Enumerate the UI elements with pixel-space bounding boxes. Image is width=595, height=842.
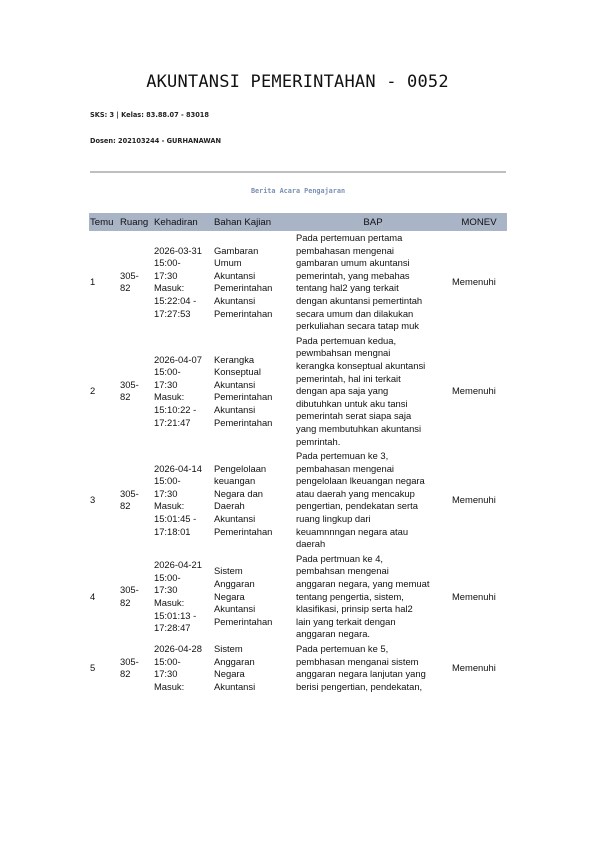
table-row <box>89 552 507 642</box>
cell-bap-line: atau daerah yang mencakup <box>296 487 415 499</box>
cell-bahan-kajian-line: Daerah <box>214 500 245 512</box>
cell-temu: 2 <box>90 385 96 397</box>
cell-bap-line: keuamnnngan negara atau <box>296 525 409 537</box>
cell-bap-line: anggaran negara, yang memuat <box>296 578 430 590</box>
cell-kehadiran <box>153 449 213 552</box>
cell-bap-line: dibutuhkan untuk aku tansi <box>296 397 408 409</box>
cell-kehadiran <box>153 334 213 449</box>
cell-bahan-kajian-line: Akuntansi <box>214 294 256 306</box>
cell-ruang-line: 82 <box>120 596 131 608</box>
cell-bap-line: Pada pertmuan ke 4, <box>296 552 384 564</box>
cell-bahan-kajian-line: Akuntansi <box>214 513 256 525</box>
cell-ruang-line: 305- <box>120 584 139 596</box>
cell-kehadiran-line: 15:00- <box>154 571 181 583</box>
cell-bahan-kajian-line: Akuntansi <box>214 603 256 615</box>
cell-kehadiran-line: Masuk: <box>154 596 185 608</box>
cell-ruang-line: 305- <box>120 655 139 667</box>
cell-kehadiran-line: 17:30 <box>154 269 178 281</box>
cell-bahan-kajian-line: keuangan <box>214 475 256 487</box>
cell-kehadiran-line: 2026-04-14 <box>154 462 202 474</box>
cell-bahan-kajian-line: Pemerintahan <box>214 416 273 428</box>
cell-bahan-kajian-line: Pemerintahan <box>214 282 273 294</box>
cell-bap-line: dengan apa saja yang <box>296 385 389 397</box>
cell-kehadiran-line: 17:30 <box>154 584 178 596</box>
cell-bap-line: pembahsan mengenai <box>296 565 389 577</box>
cell-bap-line: pemerintah, yang mebahas <box>296 269 410 281</box>
cell-bap-line: pembahasan mengenai <box>296 244 394 256</box>
cell-kehadiran-line: 15:01:13 - <box>154 609 197 621</box>
cell-bahan-kajian-line: Pemerintahan <box>214 391 273 403</box>
cell-bahan-kajian-line: Umum <box>214 257 242 269</box>
cell-bap <box>295 231 451 334</box>
cell-bap-line: Pada pertemuan ke 3, <box>296 450 389 462</box>
table-row <box>89 334 507 449</box>
cell-bahan-kajian-line: Pengelolaan <box>214 462 267 474</box>
cell-ruang-line: 82 <box>120 391 131 403</box>
cell-bahan-kajian <box>213 642 295 694</box>
cell-bap-line: berisi pengertian, pendekatan, <box>296 680 423 692</box>
header-bap: BAP <box>295 213 451 231</box>
header-bahan-kajian: Bahan Kajian <box>213 213 295 231</box>
cell-kehadiran-line: Masuk: <box>154 680 185 692</box>
cell-bap <box>295 334 451 449</box>
cell-kehadiran-line: 2026-04-28 <box>154 643 202 654</box>
table-header-row <box>89 213 507 231</box>
cell-bap-line: tentang hal2 yang terkait <box>296 282 399 294</box>
page-title: AKUNTANSI PEMERINTAHAN - 0052 <box>146 72 449 92</box>
cell-kehadiran-line: 15:00- <box>154 655 181 667</box>
cell-kehadiran-line: 2026-03-31 <box>154 244 202 256</box>
cell-bap-line: pembahasan mengenai <box>296 462 394 474</box>
cell-bahan-kajian-line: Akuntansi <box>214 404 256 416</box>
cell-bap-line: tentang pengertia, sistem, <box>296 590 404 602</box>
cell-bahan-kajian-line: Kerangka <box>214 353 255 365</box>
table-row <box>89 449 507 552</box>
cell-bahan-kajian-line: Akuntansi <box>214 269 256 281</box>
cell-bap-line: pembhasan menganai sistem <box>296 655 419 667</box>
cell-kehadiran-line: 17:28:47 <box>154 622 191 634</box>
cell-bap-line: Pada pertemuan kedua, <box>296 334 397 346</box>
cell-temu: 3 <box>90 494 96 506</box>
cell-bahan-kajian <box>213 552 295 642</box>
cell-bap <box>295 642 451 694</box>
cell-bahan-kajian-line: Sistem <box>214 643 243 654</box>
header-monev: MONEV <box>451 213 507 231</box>
cell-bap-line: anggaran negara lanjutan yang <box>296 668 426 680</box>
table-row <box>89 231 507 334</box>
cell-bap-line: yang membutuhkan akuntansi <box>296 422 422 434</box>
cell-bahan-kajian <box>213 231 295 334</box>
cell-bap-line: anggaran negara. <box>296 628 371 640</box>
cell-ruang-line: 305- <box>120 487 139 499</box>
sks-class-info: SKS: 3 | Kelas: 83.88.07 - 83018 <box>90 111 209 119</box>
cell-kehadiran-line: 17:27:53 <box>154 307 191 319</box>
cell-kehadiran-line: Masuk: <box>154 391 185 403</box>
table-row <box>89 642 507 694</box>
cell-kehadiran-line: 2026-04-21 <box>154 559 202 571</box>
cell-bap-line: Pada pertemuan pertama <box>296 232 403 243</box>
cell-ruang <box>119 552 153 642</box>
cell-kehadiran <box>153 231 213 334</box>
cell-kehadiran-line: 17:30 <box>154 378 178 390</box>
cell-bap-line: pemrintah. <box>296 435 341 447</box>
cell-bap-line: pemerintah serat siapa saja <box>296 410 412 422</box>
cell-kehadiran <box>153 642 213 694</box>
cell-bap-line: daerah <box>296 538 326 550</box>
cell-bahan-kajian-line: Pemerintahan <box>214 525 273 537</box>
cell-temu: 4 <box>90 590 96 602</box>
cell-ruang <box>119 449 153 552</box>
cell-kehadiran-line: 15:22:04 - <box>154 294 197 306</box>
cell-bap-line: Pada pertemuan ke 5, <box>296 643 389 654</box>
section-heading: Berita Acara Pengajaran <box>250 187 346 195</box>
cell-kehadiran-line: Masuk: <box>154 282 185 294</box>
cell-bahan-kajian <box>213 334 295 449</box>
cell-kehadiran-line: 2026-04-07 <box>154 353 202 365</box>
cell-monev: Memenuhi <box>452 661 496 673</box>
cell-bahan-kajian-line: Akuntansi <box>214 378 256 390</box>
cell-ruang-line: 82 <box>120 500 131 512</box>
cell-kehadiran-line: 15:00- <box>154 366 181 378</box>
cell-kehadiran-line: 15:10:22 - <box>154 404 197 416</box>
cell-bahan-kajian-line: Negara <box>214 590 245 602</box>
cell-bap-line: pemerintah, hal ini terkait <box>296 372 401 384</box>
cell-bap-line: ruang lingkup dari <box>296 513 371 525</box>
cell-kehadiran-line: 17:21:47 <box>154 416 191 428</box>
cell-bahan-kajian-line: Pemerintahan <box>214 615 273 627</box>
cell-bahan-kajian-line: Anggaran <box>214 578 255 590</box>
cell-monev: Memenuhi <box>452 385 496 397</box>
cell-bap <box>295 552 451 642</box>
cell-monev: Memenuhi <box>452 494 496 506</box>
cell-bahan-kajian-line: Konseptual <box>214 366 261 378</box>
cell-bahan-kajian-line: Anggaran <box>214 655 255 667</box>
cell-bap-line: pewmbahsan mengnai <box>296 347 391 359</box>
cell-ruang <box>119 334 153 449</box>
cell-bap-line: gambaran umum akuntansi <box>296 257 410 269</box>
cell-bap-line: perkuliahan secara tatap muk <box>296 320 419 332</box>
cell-monev: Memenuhi <box>452 590 496 602</box>
cell-bap-line: pengelolaan lkeuangan negara <box>296 475 425 487</box>
cell-bahan-kajian-line: Negara dan <box>214 487 263 499</box>
cell-kehadiran-line: 17:30 <box>154 668 178 680</box>
cell-ruang-line: 82 <box>120 668 131 680</box>
cell-bahan-kajian-line: Akuntansi <box>214 680 256 692</box>
cell-ruang-line: 305- <box>120 269 139 281</box>
table-body <box>89 231 507 694</box>
lecturer-info: Dosen: 202103244 - GURHANAWAN <box>90 137 222 145</box>
header-temu: Temu <box>89 213 119 231</box>
bap-table <box>89 213 507 694</box>
cell-kehadiran-line: 15:00- <box>154 257 181 269</box>
cell-bahan-kajian-line: Negara <box>214 668 245 680</box>
cell-kehadiran-line: 17:18:01 <box>154 525 191 537</box>
cell-monev: Memenuhi <box>452 276 496 288</box>
cell-bap-line: secara umum dan dilakukan <box>296 307 414 319</box>
cell-bap-line: dengan akuntansi pemertintah <box>296 294 423 306</box>
cell-bap <box>295 449 451 552</box>
cell-ruang-line: 305- <box>120 378 139 390</box>
cell-kehadiran-line: 17:30 <box>154 487 178 499</box>
cell-ruang <box>119 642 153 694</box>
cell-bap-line: pengertian, pendekatan serta <box>296 500 418 512</box>
cell-kehadiran-line: 15:00- <box>154 475 181 487</box>
cell-temu: 5 <box>90 661 96 673</box>
divider <box>90 171 506 173</box>
cell-bap-line: lain yang terkait dengan <box>296 615 396 627</box>
cell-bahan-kajian-line: Gambaran <box>214 244 259 256</box>
cell-bahan-kajian-line: Sistem <box>214 565 243 577</box>
cell-temu: 1 <box>90 276 96 288</box>
cell-bap-line: kerangka konseptual akuntansi <box>296 359 426 371</box>
cell-bahan-kajian <box>213 449 295 552</box>
cell-bahan-kajian-line: Pemerintahan <box>214 307 273 319</box>
cell-ruang-line: 82 <box>120 282 131 294</box>
cell-bap-line: klasifikasi, prinsip serta hal2 <box>296 603 413 615</box>
cell-kehadiran-line: 15:01:45 - <box>154 513 197 525</box>
cell-kehadiran <box>153 552 213 642</box>
cell-kehadiran-line: Masuk: <box>154 500 185 512</box>
header-ruang: Ruang <box>119 213 153 231</box>
cell-ruang <box>119 231 153 334</box>
header-kehadiran: Kehadiran <box>153 213 213 231</box>
